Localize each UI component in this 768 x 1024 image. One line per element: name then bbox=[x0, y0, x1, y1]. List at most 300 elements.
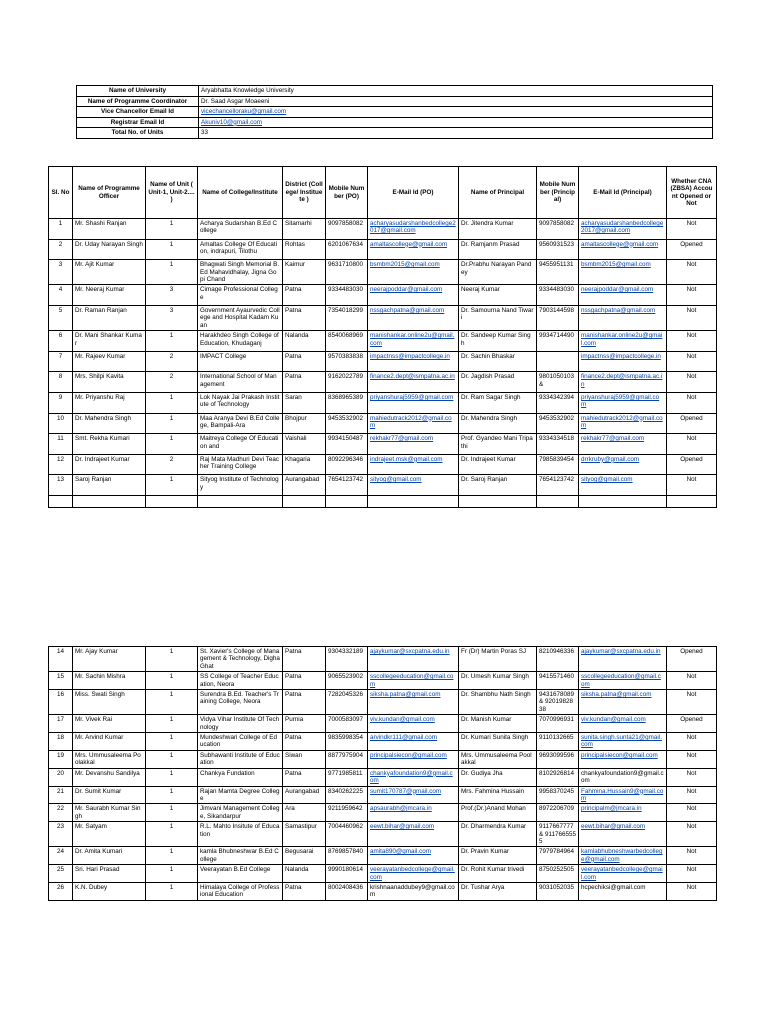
email-link[interactable]: kamlabhubneshwarbedcollege@gmail.com bbox=[581, 848, 663, 863]
district: Rohtas bbox=[285, 240, 305, 248]
principal-mobile: 9031052035 bbox=[539, 883, 575, 891]
district-cell bbox=[283, 475, 326, 496]
district: Khagaria bbox=[285, 455, 311, 463]
email-link[interactable]: siksha.patna@gmail.com bbox=[581, 691, 652, 699]
unit-count-cell bbox=[146, 822, 198, 847]
sl-no: 4 bbox=[58, 286, 63, 294]
programme-officer-cell bbox=[73, 331, 146, 352]
po-mobile: 8368965389 bbox=[328, 394, 364, 401]
district: Patna bbox=[285, 286, 302, 294]
principal-name: Dr. Rohit Kumar trivedi bbox=[461, 866, 525, 874]
programme-officer-cell bbox=[73, 882, 146, 900]
district: Ara bbox=[285, 805, 295, 813]
po-mobile: 8002408436 bbox=[328, 883, 364, 891]
email-link[interactable]: mahiedutrack2012@gmail.com bbox=[581, 414, 663, 429]
sl-no: 5 bbox=[58, 307, 63, 314]
column-header: Name of Principal bbox=[459, 167, 537, 219]
sl-no: 17 bbox=[56, 716, 64, 724]
principal-name: Dr. Ram Sagar Singh bbox=[461, 394, 521, 401]
info-label: Vice Chancellor Email Id bbox=[77, 107, 199, 118]
po-mobile: 9334483030 bbox=[328, 286, 364, 294]
district-cell bbox=[283, 434, 326, 455]
email-link[interactable]: sscollegeeducation@gmail.com bbox=[581, 673, 661, 688]
sl-no: 16 bbox=[56, 691, 64, 699]
empty-cell bbox=[283, 495, 326, 507]
cna-status: Not bbox=[686, 751, 697, 759]
principal-mobile: 8972206709 bbox=[539, 805, 575, 813]
principal-mobile-cell bbox=[537, 372, 579, 393]
college-name-cell bbox=[198, 475, 283, 496]
email-link[interactable]: veerayatanbedcollege@gmail.com bbox=[581, 866, 663, 881]
unit-count-cell bbox=[146, 475, 198, 496]
email-link[interactable]: ajaykumar@sxcpatna.edu.in bbox=[581, 648, 661, 655]
po-mobile-cell bbox=[326, 372, 368, 393]
cna-status: Not bbox=[686, 261, 697, 269]
email-link[interactable]: principalsiecon@gmail.com bbox=[581, 751, 658, 759]
district: Patna bbox=[285, 352, 302, 360]
sl-no-cell bbox=[49, 822, 73, 847]
cna-status-cell bbox=[667, 786, 717, 804]
district-cell bbox=[283, 454, 326, 475]
po-mobile: 7654123742 bbox=[328, 476, 364, 484]
empty-cell bbox=[326, 495, 368, 507]
unit-count: 3 bbox=[169, 307, 174, 314]
email-link[interactable]: manishankar.online2u@gmail.com bbox=[370, 332, 455, 347]
college-name: Amaltas College Of Education, indrapuri, Tilothu bbox=[200, 240, 277, 255]
po-email-cell bbox=[368, 768, 459, 786]
cna-status-cell bbox=[667, 865, 717, 883]
email-link[interactable]: rekhakr77@gmail.com bbox=[581, 435, 645, 443]
principal-mobile-cell bbox=[537, 454, 579, 475]
college-name: R.L. Mahto Insitute of Education bbox=[200, 823, 280, 838]
principal-mobile-cell bbox=[537, 750, 579, 768]
district: Patna bbox=[285, 373, 302, 381]
email-link[interactable]: bsmbm2015@gmail.com bbox=[370, 261, 440, 269]
college-name: Surendra B.Ed. Teacher's Training College, Neora bbox=[200, 691, 279, 706]
email-link[interactable]: viv.kundan@gmail.com bbox=[370, 716, 435, 724]
programme-officer-cell bbox=[73, 351, 146, 372]
po-email-cell bbox=[368, 865, 459, 883]
college-name: Maa Aranya Devi B.Ed College, Bampali-Ara bbox=[200, 414, 280, 429]
sl-no: 24 bbox=[56, 848, 64, 856]
email-link[interactable]: principalm@jmcara.in bbox=[581, 805, 642, 813]
principal-mobile-cell bbox=[537, 351, 579, 372]
college-name-cell bbox=[198, 804, 283, 822]
email-link[interactable]: arvindkr111@gmail.com bbox=[370, 734, 438, 742]
email-link[interactable]: Fahmina.Hussain9@gmail.com bbox=[581, 787, 664, 802]
email-link[interactable]: veerayatanbedcollege@gmail.com bbox=[370, 866, 455, 881]
email-link[interactable]: sityog@gmail.com bbox=[370, 476, 422, 484]
college-name: Himalaya College of Professional Education bbox=[200, 883, 280, 899]
column-header: E-Mail Id (Principal) bbox=[579, 167, 667, 219]
table-row bbox=[49, 285, 717, 306]
cna-status: Not bbox=[686, 769, 697, 777]
po-mobile-cell bbox=[326, 804, 368, 822]
email-link[interactable]: amita890@gmail.com bbox=[370, 848, 431, 856]
cna-status: Opened bbox=[680, 716, 703, 724]
info-value bbox=[199, 128, 713, 139]
email-link[interactable]: Akuniv10@gmail.com bbox=[201, 118, 262, 126]
principal-mobile: 9334483030 bbox=[539, 286, 575, 294]
principal-mobile: 7654123742 bbox=[539, 476, 575, 484]
programme-officer-cell bbox=[73, 260, 146, 285]
programme-officer-cell bbox=[73, 750, 146, 768]
sl-no-cell bbox=[49, 393, 73, 414]
email-link[interactable]: acharyasudarshanbedcollege2017@gmail.com bbox=[370, 220, 456, 235]
unit-count: 1 bbox=[169, 823, 174, 831]
principal-email-cell bbox=[579, 715, 667, 733]
programme-officer-cell bbox=[73, 804, 146, 822]
email-link[interactable]: amaltascollege@gmail.com bbox=[370, 240, 448, 248]
college-name: St. Xavier's College of Management & Technology, Digha Ghat bbox=[200, 648, 280, 670]
sl-no-cell bbox=[49, 413, 73, 434]
principal-mobile: 9415571460 bbox=[539, 673, 575, 681]
principal-name: Prof.(Dr.)Anand Mohan bbox=[461, 805, 526, 813]
cna-status: Not bbox=[686, 476, 697, 484]
district: Patna bbox=[285, 307, 302, 314]
po-mobile-cell bbox=[326, 331, 368, 352]
principal-mobile: 7070996931 bbox=[539, 716, 575, 724]
cna-status: Not bbox=[686, 332, 697, 340]
po-email-cell bbox=[368, 219, 459, 240]
po-email-cell bbox=[368, 715, 459, 733]
email-link[interactable]: apsaurabh@jmcara.in bbox=[370, 805, 432, 813]
district-cell bbox=[283, 672, 326, 690]
principal-name: Dr. Samourna Nand Tiwari bbox=[461, 307, 534, 322]
unit-count: 1 bbox=[169, 787, 174, 795]
principal-mobile-cell bbox=[537, 865, 579, 883]
email-link[interactable]: amaltascollege@gmail.com bbox=[581, 240, 659, 248]
table-row bbox=[49, 219, 717, 240]
college-name-cell bbox=[198, 393, 283, 414]
sl-no-cell bbox=[49, 750, 73, 768]
principal-mobile: 7903144598 bbox=[539, 307, 575, 314]
sl-no-cell bbox=[49, 733, 73, 751]
sl-no-cell bbox=[49, 847, 73, 865]
district-cell bbox=[283, 285, 326, 306]
email-link[interactable]: finance2.dept@ismpatna.ac.in bbox=[581, 373, 663, 388]
programme-officer-cell bbox=[73, 393, 146, 414]
cna-status: Not bbox=[686, 286, 697, 294]
college-name-cell bbox=[198, 351, 283, 372]
district-cell bbox=[283, 882, 326, 900]
programme-officer: Mr. Vivek Rai bbox=[75, 716, 112, 724]
email-link[interactable]: eewt.bihar@gmail.com bbox=[581, 823, 646, 831]
cna-status-cell bbox=[667, 804, 717, 822]
table-row bbox=[49, 768, 717, 786]
sl-no: 7 bbox=[58, 352, 63, 360]
unit-count: 1 bbox=[169, 332, 174, 340]
principal-name: Dr. Mahendra Singh bbox=[461, 414, 518, 422]
sl-no-cell bbox=[49, 672, 73, 690]
district-cell bbox=[283, 413, 326, 434]
column-header: Name of Programme Officer bbox=[73, 167, 146, 219]
sl-no: 9 bbox=[58, 394, 63, 401]
programme-officer-cell bbox=[73, 372, 146, 393]
email-link[interactable]: bsmbm2015@gmail.com bbox=[581, 261, 651, 269]
po-mobile: 6201067634 bbox=[328, 240, 364, 248]
principal-mobile-cell bbox=[537, 434, 579, 455]
district-cell bbox=[283, 647, 326, 672]
po-email-cell bbox=[368, 413, 459, 434]
unit-count: 1 bbox=[169, 394, 174, 401]
info-value bbox=[199, 96, 713, 107]
principal-name-cell bbox=[459, 475, 537, 496]
principal-name: Dr. Manish Kumar bbox=[461, 716, 512, 724]
cna-status: Opened bbox=[680, 455, 703, 463]
po-mobile-cell bbox=[326, 285, 368, 306]
programme-officer-cell bbox=[73, 786, 146, 804]
principal-name: Dr. Jagdish Prasad bbox=[461, 373, 515, 381]
principal-mobile-cell bbox=[537, 260, 579, 285]
programme-officer: Mr. Satyam bbox=[75, 823, 107, 831]
unit-count: 1 bbox=[169, 673, 174, 681]
email-link[interactable]: finance2.dept@ismpatna.ac.in bbox=[370, 373, 455, 381]
unit-count-cell bbox=[146, 413, 198, 434]
district-cell bbox=[283, 219, 326, 240]
programme-officer: Miss. Swati Singh bbox=[75, 691, 125, 699]
table-row bbox=[49, 351, 717, 372]
principal-mobile: 8102926814 bbox=[539, 769, 575, 777]
cna-status: Opened bbox=[680, 414, 703, 422]
district: Nalanda bbox=[285, 866, 309, 874]
unit-count-cell bbox=[146, 372, 198, 393]
table-row bbox=[49, 715, 717, 733]
programme-officer: Mrs. Ummusaleema Poolakkal bbox=[75, 751, 141, 767]
email-link[interactable]: indrajeet.msk@gmail.com bbox=[370, 455, 443, 463]
cna-status-cell bbox=[667, 822, 717, 847]
po-mobile: 9097858082 bbox=[328, 220, 364, 227]
table-row bbox=[49, 372, 717, 393]
college-name: Jimvani Management College, Sikandarpur bbox=[200, 805, 280, 820]
email-link[interactable]: mahiedutrack2012@gmail.com bbox=[370, 414, 452, 429]
po-email-cell bbox=[368, 804, 459, 822]
principal-name-cell bbox=[459, 372, 537, 393]
po-email-cell bbox=[368, 647, 459, 672]
principal-name: Dr. Shambhu Nath Singh bbox=[461, 691, 531, 699]
principal-email-cell bbox=[579, 475, 667, 496]
po-mobile: 9162022789 bbox=[328, 373, 364, 381]
sl-no: 10 bbox=[56, 414, 64, 422]
principal-mobile-cell bbox=[537, 690, 579, 715]
programme-officer-cell bbox=[73, 865, 146, 883]
info-label: Name of Programme Coordinator bbox=[77, 96, 199, 107]
po-mobile: 7282045326 bbox=[328, 691, 364, 699]
college-name: IMPACT College bbox=[200, 352, 247, 360]
po-mobile: 9835998354 bbox=[328, 734, 364, 742]
cna-status-cell bbox=[667, 847, 717, 865]
principal-mobile-cell bbox=[537, 239, 579, 260]
email-link[interactable]: priyanshuraj5959@gmail.com bbox=[370, 394, 454, 401]
principal-mobile: 9453532902 bbox=[539, 414, 575, 422]
principal-name-cell bbox=[459, 750, 537, 768]
email-link[interactable]: impactnss@impactcollege.in bbox=[581, 352, 661, 360]
principal-name: Dr. Kumari Sunita Singh bbox=[461, 734, 529, 742]
programme-officer-cell bbox=[73, 847, 146, 865]
principal-name: Neeraj Kumar bbox=[461, 286, 500, 294]
principal-name-cell bbox=[459, 804, 537, 822]
programme-officer-cell bbox=[73, 454, 146, 475]
programme-officer: Dr. Mahendra Singh bbox=[75, 414, 132, 422]
district: Aurangabad bbox=[285, 476, 320, 484]
college-name-cell bbox=[198, 822, 283, 847]
college-name: International School of Management bbox=[200, 373, 277, 388]
college-name: Lok Nayak Jai Prakash Institute of Technology bbox=[200, 394, 280, 409]
unit-count: 1 bbox=[169, 476, 174, 484]
principal-name-cell bbox=[459, 822, 537, 847]
sl-no: 13 bbox=[56, 476, 64, 484]
empty-cell bbox=[198, 495, 283, 507]
college-name: Subhawanti Institute of Education bbox=[200, 751, 280, 767]
principal-name: Dr. Jitendra Kumar bbox=[461, 220, 514, 227]
cna-status-cell bbox=[667, 750, 717, 768]
unit-count: 1 bbox=[169, 769, 174, 777]
principal-mobile: 9117667777 & 9117665555 bbox=[539, 823, 577, 845]
po-mobile-cell bbox=[326, 393, 368, 414]
programme-officer: Dr. Amita Kumari bbox=[75, 848, 123, 856]
principal-name-cell bbox=[459, 285, 537, 306]
principal-mobile-cell bbox=[537, 882, 579, 900]
college-name-cell bbox=[198, 260, 283, 285]
email-link[interactable]: chankyafoundation9@gmail.com bbox=[370, 769, 453, 785]
po-email-cell bbox=[368, 690, 459, 715]
email-link[interactable]: siksha.patna@gmail.com bbox=[370, 691, 441, 699]
cna-status-cell bbox=[667, 239, 717, 260]
programme-officer: Sri. Hari Prasad bbox=[75, 866, 120, 874]
table-row bbox=[49, 733, 717, 751]
info-label: Total No. of Units bbox=[77, 128, 199, 139]
principal-name: Dr. Tushar Arya bbox=[461, 883, 505, 891]
email-link[interactable]: viv.kundan@gmail.com bbox=[581, 716, 646, 724]
unit-count-cell bbox=[146, 847, 198, 865]
po-mobile-cell bbox=[326, 865, 368, 883]
table-row bbox=[49, 434, 717, 455]
email-link[interactable]: sscollegeeducation@gmail.com bbox=[370, 673, 454, 688]
sl-no-cell bbox=[49, 768, 73, 786]
principal-email-cell bbox=[579, 331, 667, 352]
principal-mobile: 9801050103 & bbox=[539, 373, 575, 388]
cna-status-cell bbox=[667, 647, 717, 672]
sl-no: 2 bbox=[58, 240, 63, 248]
district-cell bbox=[283, 733, 326, 751]
email-link[interactable]: eewt.bihar@gmail.com bbox=[370, 823, 435, 831]
cna-status-cell bbox=[667, 672, 717, 690]
unit-count-cell bbox=[146, 882, 198, 900]
district-cell bbox=[283, 847, 326, 865]
email-link[interactable]: principalsiecon@gmail.com bbox=[370, 751, 447, 759]
po-mobile-cell bbox=[326, 351, 368, 372]
email-link[interactable]: drrkruby@gmail.com bbox=[581, 455, 640, 463]
sl-no: 22 bbox=[56, 805, 64, 813]
principal-email-cell bbox=[579, 786, 667, 804]
cna-status-cell bbox=[667, 434, 717, 455]
district: Patna bbox=[285, 769, 302, 777]
email-link[interactable]: ajaykumar@sxcpatna.edu.in bbox=[370, 648, 450, 655]
po-mobile-cell bbox=[326, 882, 368, 900]
district-cell bbox=[283, 690, 326, 715]
unit-count: 3 bbox=[169, 286, 174, 294]
email-link[interactable]: impactnss@impactcollege.in bbox=[370, 352, 450, 360]
programme-officer: Dr. Indrajeet Kumar bbox=[75, 455, 130, 463]
po-mobile: 9304332189 bbox=[328, 648, 364, 655]
unit-count-cell bbox=[146, 239, 198, 260]
po-mobile-cell bbox=[326, 822, 368, 847]
college-name-cell bbox=[198, 882, 283, 900]
po-mobile: 9453532902 bbox=[328, 414, 364, 422]
principal-email-cell bbox=[579, 372, 667, 393]
email-link[interactable]: neerajpoddar@gmail.com bbox=[370, 286, 443, 294]
table-row bbox=[49, 393, 717, 414]
email-link[interactable]: sumit170787@gmail.com bbox=[370, 787, 442, 795]
table-row bbox=[49, 690, 717, 715]
college-name-cell bbox=[198, 454, 283, 475]
email-link[interactable]: nssgachpatna@gmail.com bbox=[370, 307, 445, 314]
po-mobile: 8540068969 bbox=[328, 332, 364, 340]
unit-count: 1 bbox=[169, 435, 174, 443]
email-link[interactable]: sityog@gmail.com bbox=[581, 476, 633, 484]
unit-count: 1 bbox=[169, 240, 174, 248]
email-link[interactable]: nssgachpatna@gmail.com bbox=[581, 307, 656, 314]
po-email-cell bbox=[368, 331, 459, 352]
principal-mobile-cell bbox=[537, 768, 579, 786]
college-name-cell bbox=[198, 690, 283, 715]
college-name: Acharya Sudarshan B.Ed College bbox=[200, 220, 278, 235]
po-mobile-cell bbox=[326, 750, 368, 768]
email-link[interactable]: sunita.singh.sunta21@gmail.com bbox=[581, 734, 662, 749]
column-header: E-Mail Id (PO) bbox=[368, 167, 459, 219]
unit-count: 1 bbox=[169, 883, 174, 891]
po-mobile: 8340262225 bbox=[328, 787, 364, 795]
table-row bbox=[49, 804, 717, 822]
email-link[interactable]: rekhakr77@gmail.com bbox=[370, 435, 434, 443]
programme-officer: Mr. Ajit Kumar bbox=[75, 261, 115, 269]
district-cell bbox=[283, 804, 326, 822]
sl-no: 3 bbox=[58, 261, 63, 269]
email-link[interactable]: vicechancelloraku@gmail.com bbox=[201, 108, 287, 116]
district-cell bbox=[283, 865, 326, 883]
info-row bbox=[77, 107, 713, 118]
college-name-cell bbox=[198, 372, 283, 393]
email-link[interactable]: neerajpoddar@gmail.com bbox=[581, 286, 654, 294]
email-link[interactable]: acharyasudarshanbedcollege2017@gmail.com bbox=[581, 220, 664, 235]
programme-officer-cell bbox=[73, 285, 146, 306]
college-name-cell bbox=[198, 768, 283, 786]
unit-count: 1 bbox=[169, 220, 174, 227]
po-email-cell bbox=[368, 393, 459, 414]
email-link[interactable]: manishankar.online2u@gmail.com bbox=[581, 332, 663, 347]
cna-status: Not bbox=[686, 691, 697, 699]
po-email-cell bbox=[368, 475, 459, 496]
principal-mobile: 7985839454 bbox=[539, 455, 575, 463]
unit-count-cell bbox=[146, 285, 198, 306]
district-cell bbox=[283, 260, 326, 285]
college-name-cell bbox=[198, 786, 283, 804]
po-email-cell bbox=[368, 239, 459, 260]
cna-status-cell bbox=[667, 475, 717, 496]
principal-name: Dr. Sandeep Kumar Singh bbox=[461, 332, 531, 347]
info-value-text: 33 bbox=[201, 129, 209, 137]
college-name: Sityog Institute of Technology bbox=[200, 476, 279, 491]
principal-mobile-cell bbox=[537, 285, 579, 306]
cna-status-cell bbox=[667, 219, 717, 240]
district: Vaishali bbox=[285, 435, 307, 443]
programme-officer: Dr. Sumit Kumar bbox=[75, 787, 122, 795]
sl-no-cell bbox=[49, 306, 73, 331]
sl-no-cell bbox=[49, 882, 73, 900]
info-row bbox=[77, 96, 713, 107]
college-name: Maitreya College Of Education and bbox=[200, 435, 279, 450]
email-link[interactable]: priyanshuraj5959@gmail.com bbox=[581, 394, 660, 409]
